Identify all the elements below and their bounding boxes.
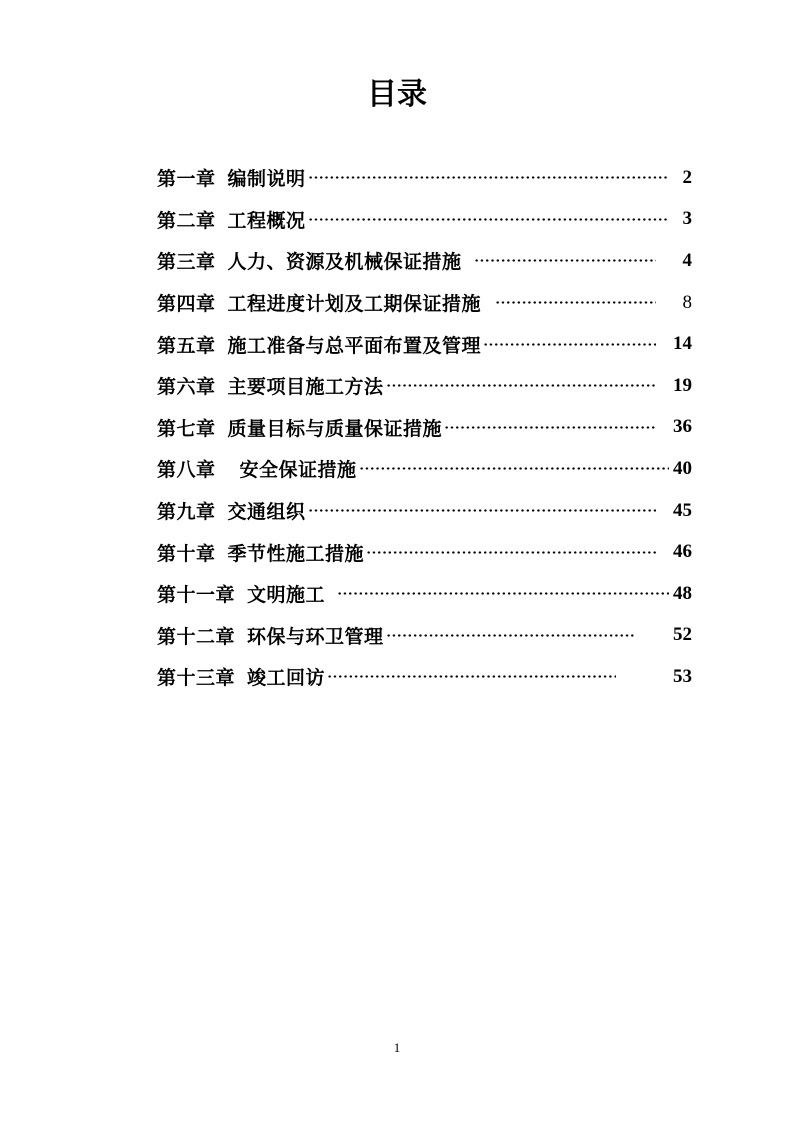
toc-page-number: 52 bbox=[673, 624, 692, 646]
toc-entry-chapter-7[interactable] bbox=[157, 407, 692, 449]
toc-chapter-title: 编制说明 bbox=[227, 168, 306, 191]
toc-chapter-title: 交通组织 bbox=[227, 501, 306, 524]
toc-chapter-number: 第五章 bbox=[157, 334, 216, 357]
dot-leader bbox=[308, 509, 656, 512]
toc-chapter-number: 第七章 bbox=[157, 417, 216, 440]
toc-chapter-title: 工程概况 bbox=[227, 209, 306, 232]
toc-chapter-number: 第八章 bbox=[157, 459, 216, 482]
toc-page-number: 3 bbox=[682, 208, 692, 230]
dot-leader bbox=[386, 384, 656, 387]
toc-page-number: 8 bbox=[682, 291, 692, 313]
toc-entry-chapter-5[interactable] bbox=[157, 323, 692, 365]
toc-entry-chapter-6[interactable] bbox=[157, 365, 692, 407]
toc-page-number: 14 bbox=[673, 333, 692, 355]
toc-chapter-number: 第九章 bbox=[157, 501, 216, 524]
toc-chapter-title: 安全保证措施 bbox=[239, 459, 357, 482]
toc-entry-chapter-3[interactable] bbox=[157, 240, 692, 282]
toc-chapter-title: 质量目标与质量保证措施 bbox=[227, 417, 443, 440]
toc-chapter-number: 第四章 bbox=[157, 293, 216, 316]
dot-leader bbox=[308, 176, 669, 179]
toc-chapter-title: 工程进度计划及工期保证措施 bbox=[227, 293, 482, 316]
page-title: 目录 bbox=[367, 77, 427, 112]
dot-leader bbox=[474, 259, 656, 262]
toc-page-number: 4 bbox=[682, 249, 692, 271]
toc-chapter-number: 第十三章 bbox=[157, 667, 236, 690]
toc-chapter-number: 第十二章 bbox=[157, 625, 236, 648]
toc-chapter-title: 季节性施工措施 bbox=[227, 542, 365, 565]
toc-entry-chapter-8[interactable] bbox=[157, 448, 692, 490]
dot-leader bbox=[444, 426, 656, 429]
toc-chapter-number: 第六章 bbox=[157, 376, 216, 399]
toc-page-number: 19 bbox=[673, 374, 692, 396]
toc-entry-chapter-2[interactable] bbox=[157, 199, 692, 241]
toc-entry-chapter-4[interactable] bbox=[157, 282, 692, 324]
dot-leader bbox=[359, 467, 669, 470]
toc-entry-chapter-11[interactable] bbox=[157, 573, 692, 615]
dot-leader bbox=[327, 675, 616, 678]
toc-entry-chapter-9[interactable] bbox=[157, 490, 692, 532]
dot-leader bbox=[337, 592, 669, 595]
toc-page-number: 40 bbox=[673, 457, 692, 479]
toc-page-number: 36 bbox=[673, 416, 692, 438]
toc-chapter-number: 第一章 bbox=[157, 168, 216, 191]
toc-entry-chapter-12[interactable] bbox=[157, 615, 692, 657]
toc-page-number: 53 bbox=[673, 665, 692, 687]
toc-page-number: 2 bbox=[682, 166, 692, 188]
toc-entry-chapter-1[interactable] bbox=[157, 157, 692, 199]
toc-entry-chapter-10[interactable] bbox=[157, 531, 692, 573]
toc-chapter-number: 第三章 bbox=[157, 251, 216, 274]
page-number: 1 bbox=[393, 1040, 401, 1055]
toc-chapter-number: 第十一章 bbox=[157, 584, 236, 607]
dot-leader bbox=[495, 301, 656, 304]
dot-leader bbox=[386, 634, 634, 637]
toc-page-number: 48 bbox=[673, 582, 692, 604]
toc-chapter-title: 环保与环卫管理 bbox=[247, 625, 384, 648]
toc-chapter-title: 竣工回访 bbox=[247, 667, 326, 690]
dot-leader bbox=[308, 218, 669, 221]
toc-page-number: 45 bbox=[673, 499, 692, 521]
toc-entry-chapter-13[interactable] bbox=[157, 656, 692, 698]
toc-chapter-title: 施工准备与总平面布置及管理 bbox=[227, 334, 482, 357]
dot-leader bbox=[483, 343, 656, 346]
toc-chapter-number: 第二章 bbox=[157, 209, 216, 232]
table-of-contents bbox=[157, 157, 692, 698]
toc-chapter-title: 主要项目施工方法 bbox=[227, 376, 384, 399]
toc-chapter-title: 文明施工 bbox=[247, 584, 326, 607]
dot-leader bbox=[366, 551, 656, 554]
toc-page-number: 46 bbox=[673, 541, 692, 563]
toc-chapter-title: 人力、资源及机械保证措施 bbox=[227, 251, 462, 274]
toc-chapter-number: 第十章 bbox=[157, 542, 216, 565]
